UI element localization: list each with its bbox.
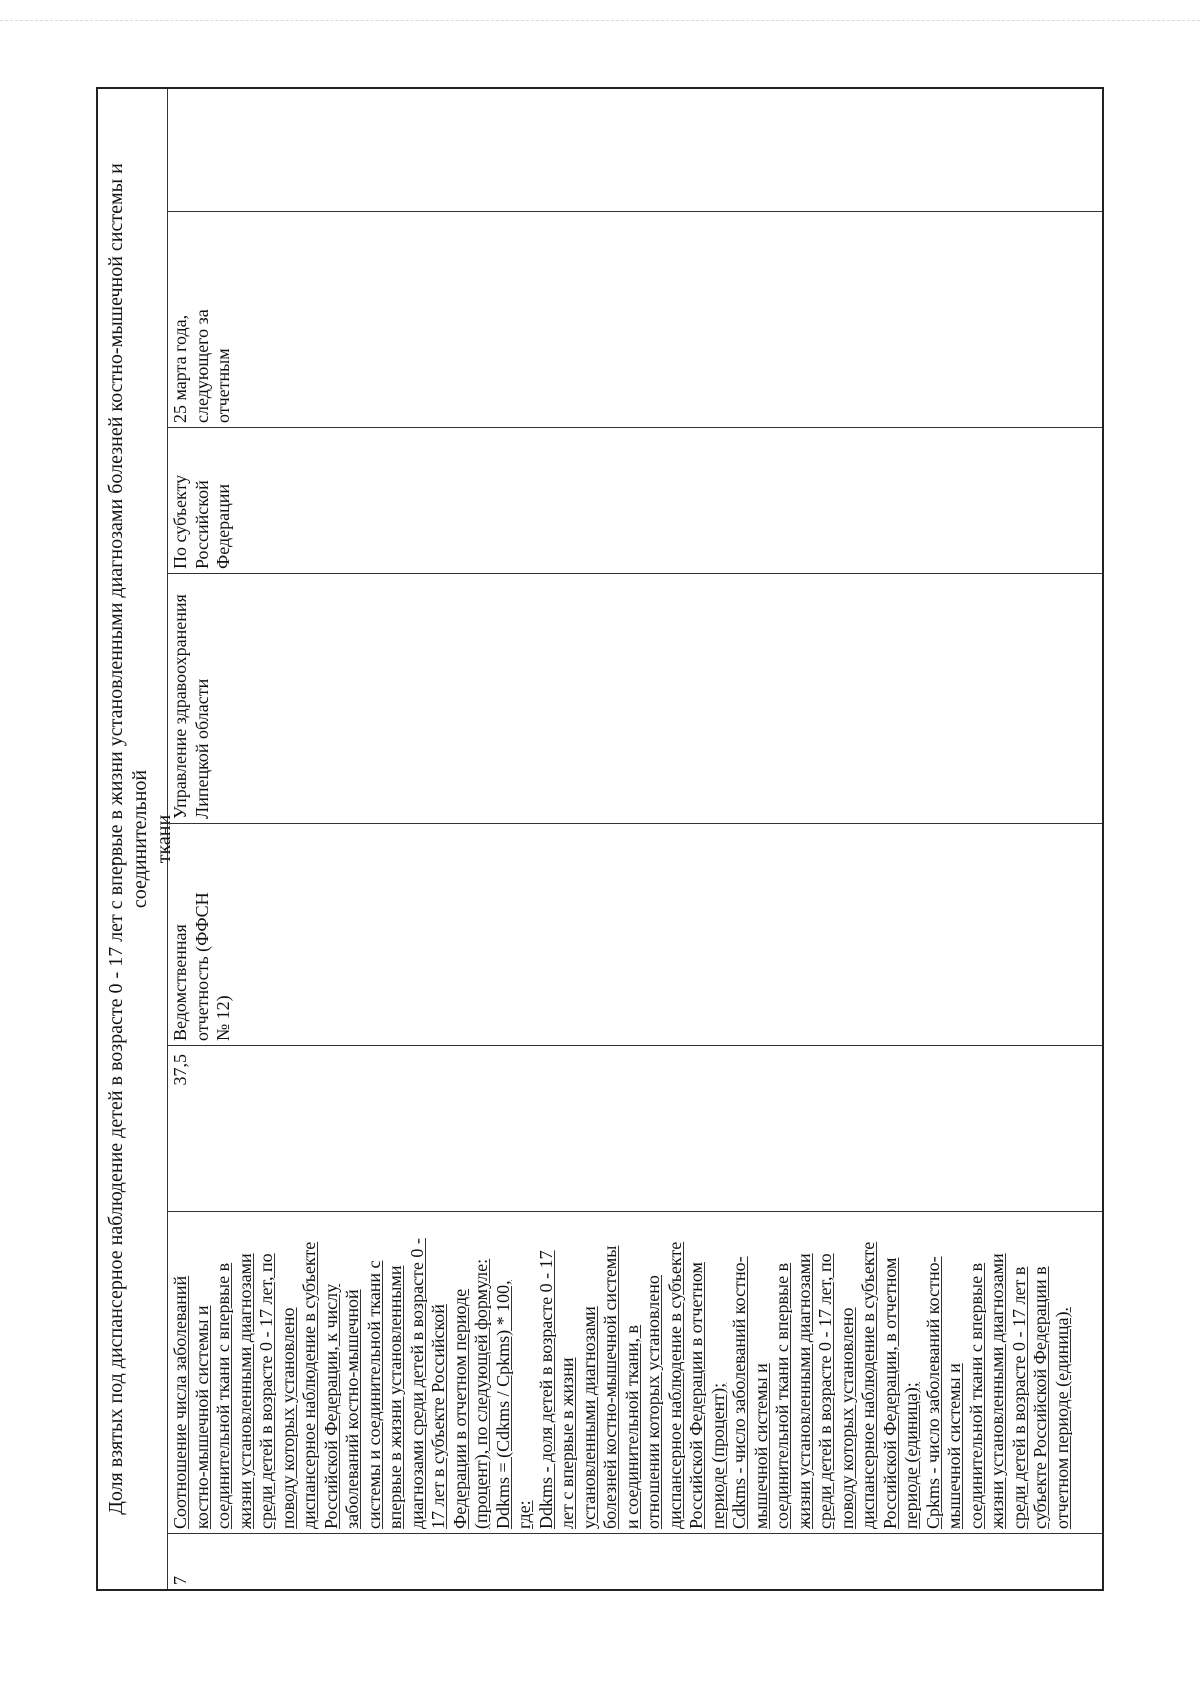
indicator-table <box>96 87 1104 1591</box>
value-cell <box>168 1045 1102 1211</box>
target-value: 37,5 <box>170 1054 190 1086</box>
description-line: костно-мышечной системы и <box>191 1305 212 1529</box>
description-line: Ddkms = (Cdkms / Cpkms) * 100, <box>492 1280 513 1529</box>
table-row <box>168 89 1102 1589</box>
description-line: мышечной системы и <box>944 1363 964 1529</box>
responsible-line: Управление здравоохранения <box>170 594 190 819</box>
deadline-cell <box>168 211 1102 427</box>
deadline-line: отчетным <box>213 348 233 423</box>
description-line: соединительной ткани с впервые в <box>965 1262 986 1529</box>
row-number-cell <box>168 1533 1102 1589</box>
description-line: жизни установленными диагнозами <box>234 1253 255 1529</box>
description-line: Российской Федерации в отчетном <box>686 1262 706 1529</box>
responsible-text <box>170 577 213 819</box>
description-line: заболеваний костно-мышечной <box>342 1289 362 1529</box>
description-line: диспансерное наблюдение в субъекте <box>299 1241 319 1529</box>
responsible-line: Липецкой области <box>191 678 212 819</box>
description-line: диспансерное наблюдение в субъекте <box>858 1241 878 1529</box>
description-line: установленными диагнозами <box>578 1306 599 1529</box>
description-line: Федерации в отчетном периоде <box>449 1288 470 1529</box>
description-line: среди детей в возрасте 0 - 17 лет в <box>1008 1266 1029 1529</box>
description-line: среди детей в возрасте 0 - 17 лет, по <box>256 1253 276 1529</box>
description-line: (процент), по следующей формуле: <box>471 1258 491 1529</box>
description-line: жизни установленными диагнозами <box>793 1253 814 1529</box>
description-line: отношении которых установлено <box>643 1275 663 1529</box>
description-cell <box>168 1211 1102 1533</box>
description-text <box>170 1215 1073 1529</box>
description-line: отчетном периоде (единица). <box>1051 1306 1072 1529</box>
source-text <box>170 827 235 1041</box>
empty-cell <box>168 85 1102 211</box>
description-line: Cpkms - число заболеваний костно- <box>922 1256 943 1529</box>
description-line: 17 лет в субъекте Российской <box>428 1304 448 1529</box>
responsible-cell <box>168 573 1102 823</box>
description-line: соединительной ткани с впервые в <box>213 1262 233 1529</box>
description-line: диспансерное наблюдение в субъекте <box>664 1241 685 1529</box>
deadline-text <box>170 215 235 423</box>
level-line: Российской <box>191 480 212 569</box>
source-line: № 12) <box>213 995 233 1041</box>
row-number: 7 <box>170 1576 190 1585</box>
level-line: Федерации <box>213 483 233 569</box>
description-line: периоде (процент); <box>707 1382 728 1529</box>
description-line: среди детей в возрасте 0 - 17 лет, по <box>815 1253 835 1529</box>
description-line: периоде (единица); <box>901 1382 921 1529</box>
description-line: где: <box>514 1500 534 1529</box>
description-line: болезней костно-мышечной системы <box>600 1245 620 1529</box>
description-line: Cdkms - число заболеваний костно- <box>729 1256 749 1529</box>
description-line: Соотношение числа заболеваний <box>170 1275 190 1529</box>
deadline-line: 25 марта года, <box>170 314 190 423</box>
deadline-line: следующего за <box>191 309 212 423</box>
level-cell <box>168 427 1102 573</box>
level-text <box>170 431 235 569</box>
description-line: поводу которых установлено <box>836 1307 857 1529</box>
header-title-continuation: ткани <box>153 814 175 864</box>
description-line: мышечной системы и <box>750 1363 771 1529</box>
description-line: жизни установленными диагнозами <box>987 1253 1007 1529</box>
source-line: Ведомственная <box>170 924 190 1041</box>
level-line: По субъекту <box>170 474 190 569</box>
source-cell <box>168 823 1102 1045</box>
description-line: впервые в жизни установленными <box>385 1265 405 1529</box>
header-title: Доля взятых под диспансерное наблюдение детей в возрасте 0 - 17 лет с впервые в жизни установленными диагнозами болезней костно-мышечной системы и соединительной <box>105 163 151 1515</box>
description-line: субъекте Российской Федерации в <box>1030 1266 1050 1529</box>
description-line: Российской Федерации, к числу <box>320 1283 341 1529</box>
description-line: поводу которых установлено <box>277 1307 298 1529</box>
description-line: Ddkms - доля детей в возрасте 0 - 17 <box>535 1250 556 1529</box>
description-line: Российской Федерации, в отчетном <box>879 1257 900 1529</box>
description-line: системы и соединительной ткани с <box>363 1260 384 1529</box>
source-line: отчетность (ФФСН <box>191 892 212 1041</box>
table-header <box>98 89 175 1589</box>
description-line: соединительной ткани с впервые в <box>772 1262 792 1529</box>
description-line: лет с впервые в жизни <box>557 1357 577 1529</box>
description-line: диагнозами среди детей в возрасте 0 - <box>406 1238 427 1529</box>
description-line: и соединительной ткани, в <box>621 1324 642 1529</box>
